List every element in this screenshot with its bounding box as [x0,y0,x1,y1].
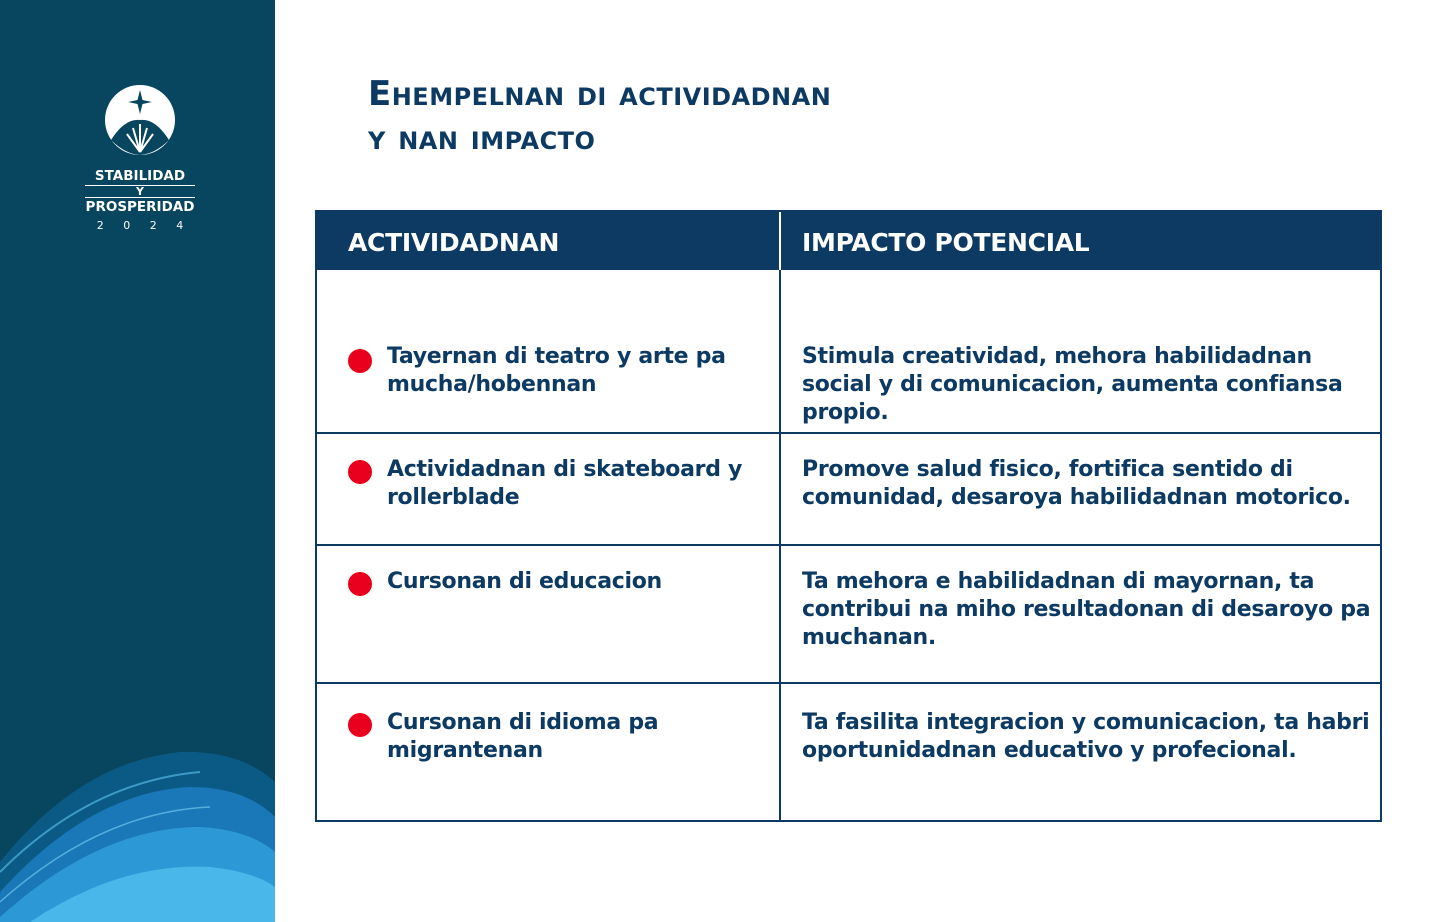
activity-cell: Actividadnan di skateboard y rollerblade [387,457,743,510]
table-row [317,270,1380,434]
red-bullet-icon [348,349,372,373]
page-title-line-1: Ehempelnan di actividadnan [368,74,832,114]
impact-cell: Promove salud fisico, fortifica sentido di comunidad, desaroya habilidadnan motorico. [802,457,1351,510]
red-bullet-icon [348,572,372,596]
logo-text-stabilidad: STABILIDAD [85,168,195,186]
impact-cell: Ta mehora e habilidadnan di mayornan, ta contribui na miho resultadonan di desaroyo pa muchanan. [802,569,1371,650]
activity-cell: Cursonan di idioma pa migrantenan [387,710,659,763]
stabilidad-prosperidad-logo [85,82,195,234]
column-header-actividadnan: ACTIVIDADNAN [348,228,560,257]
table-row [317,684,1380,820]
table-header [317,212,1380,270]
table-row [317,544,1380,684]
impact-cell: Ta fasilita integracion y comunicacion, ta habri oportunidadnan educativo y profecional. [802,710,1370,763]
sidebar [0,0,275,922]
header-column-divider [779,212,781,270]
page-title-line-2: y nan impacto [368,118,596,158]
logo-text-y: Y [136,185,144,198]
logo-text-prosperidad: PROSPERIDAD [85,199,195,215]
red-bullet-icon [348,460,372,484]
decorative-waves [0,742,275,922]
star-agave-emblem-icon [105,82,175,158]
column-header-impacto-potencial: IMPACTO POTENCIAL [802,228,1090,257]
red-bullet-icon [348,713,372,737]
activity-cell: Cursonan di educacion [387,569,662,594]
impact-cell: Stimula creatividad, mehora habilidadnan social y di comunicacion, aumenta confiansa propio. [802,344,1343,425]
page-title [368,72,831,160]
logo-text-year: 2 0 2 4 [96,219,192,232]
activity-cell: Tayernan di teatro y arte pa mucha/hobennan [387,344,726,397]
table-row [317,432,1380,546]
activities-table [315,210,1382,822]
